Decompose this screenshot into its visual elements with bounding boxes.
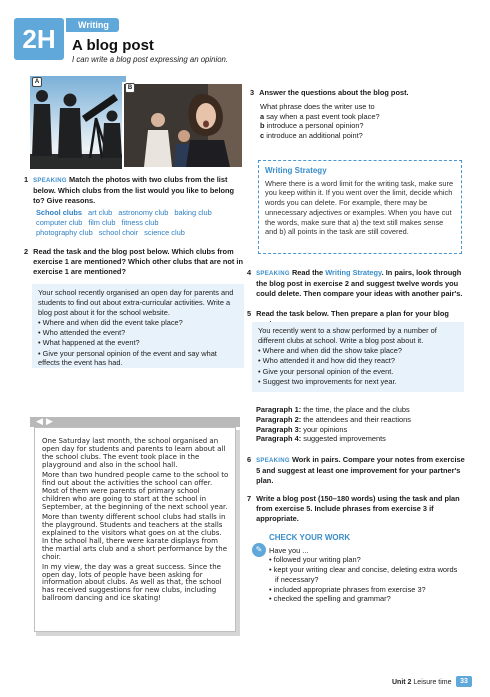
exercise-3 bbox=[250, 88, 465, 141]
club-item: astronomy club bbox=[118, 208, 169, 217]
photo-astronomy bbox=[30, 76, 126, 169]
telescope-silhouette-image bbox=[30, 76, 126, 169]
exercise-6 bbox=[247, 455, 465, 485]
page-title: A blog post bbox=[72, 37, 154, 54]
section-tag: Writing bbox=[66, 18, 119, 32]
pencil-icon: ✎ bbox=[252, 543, 266, 557]
task-bullet: • Where and when did the event take place? bbox=[38, 318, 238, 328]
page-number: 33 bbox=[456, 676, 472, 687]
blog-paragraph: One Saturday last month, the school organised an open day for students and parents to learn about all the school clubs. The event took place in the playground and also in the school hall. bbox=[42, 437, 226, 469]
option-letter: a bbox=[260, 111, 265, 121]
exercise-3-text: Answer the questions about the blog post. bbox=[259, 88, 409, 97]
exercise-7 bbox=[247, 494, 465, 523]
check-item: • kept your writing clear and concise, deleting extra words if necessary? bbox=[269, 565, 461, 585]
plan-label: Paragraph 2: bbox=[256, 414, 302, 424]
option-text: introduce a personal opinion? bbox=[266, 121, 364, 131]
club-list bbox=[36, 208, 241, 238]
page-subtitle: I can write a blog post expressing an opinion. bbox=[72, 55, 229, 64]
exercise-1 bbox=[24, 175, 244, 205]
plan-label: Paragraph 1: bbox=[256, 405, 302, 414]
check-item: • checked the spelling and grammar? bbox=[269, 594, 461, 604]
exercise-6-text: Work in pairs. Compare your notes from exercise 5 and suggest at least one improvement for your partner's plan. bbox=[256, 455, 465, 485]
page-footer bbox=[392, 678, 452, 687]
check-item: • followed your writing plan? bbox=[269, 555, 461, 565]
option-letter: b bbox=[260, 121, 265, 131]
exercise-6-number: 6 bbox=[247, 455, 252, 464]
exercise-3-number: 3 bbox=[250, 88, 255, 97]
exercise-4 bbox=[247, 268, 465, 298]
plan-label: Paragraph 4: bbox=[256, 434, 302, 444]
plan-text: the time, the place and the clubs bbox=[303, 405, 410, 414]
check-item: • included appropriate phrases from exercise 3? bbox=[269, 585, 461, 595]
blog-paragraph: More than twenty different school clubs had stalls in the playground. Students and teachers at the stalls explained to the visitors what goes on at the clubs. In the school hall, there were karate displays from the martial arts club and a short performance by the choir. bbox=[42, 512, 228, 561]
exercise-4-number: 4 bbox=[247, 268, 252, 277]
task-intro: Your school recently organised an open day for parents and students to find out about extra-curricular activities. Write a blog post about it for the school website. bbox=[38, 288, 234, 317]
speaking-tag: SPEAKING bbox=[256, 458, 290, 464]
photo-choir bbox=[122, 82, 244, 169]
plan-text: the attendees and their reactions bbox=[303, 414, 411, 424]
club-item: film club bbox=[88, 217, 116, 227]
blog-paragraph: In my view, the day was a great success. Since the open day, lots of people have been asking for information about clubs. As well as that, the school has received suggestions for new clubs, including ballroom dancing and ice skating! bbox=[42, 562, 222, 603]
task-bullet: • What happened at the event? bbox=[38, 338, 238, 348]
exercise-3-lead: What phrase does the writer use to bbox=[260, 101, 375, 111]
check-your-work-title: CHECK YOUR WORK bbox=[269, 533, 351, 542]
paragraph-plan bbox=[256, 405, 466, 444]
exercise-4-text: . In pairs, look through the blog post in exercise 2 and suggest twelve words you could delete. Then compare your ideas with another pair's. bbox=[256, 268, 463, 298]
exercise-4-pre: Read the bbox=[291, 268, 324, 277]
check-lead: Have you ... bbox=[269, 545, 309, 555]
writing-strategy-link: Writing Strategy bbox=[325, 268, 382, 277]
club-item: school choir bbox=[98, 227, 139, 237]
club-item: science club bbox=[144, 227, 185, 237]
plan-text: your opinions bbox=[303, 424, 348, 434]
task-box-ex5 bbox=[252, 322, 464, 392]
plan-text: suggested improvements bbox=[303, 434, 386, 444]
footer-unit: Unit 2 bbox=[392, 679, 412, 686]
option-text: say when a past event took place? bbox=[266, 111, 380, 121]
task-bullet: • Give your personal opinion of the event. bbox=[258, 367, 458, 377]
exercise-2 bbox=[24, 247, 244, 276]
task-bullet: • Who attended the event? bbox=[38, 328, 238, 338]
club-list-heading: School clubs bbox=[36, 208, 82, 217]
exercise-1-text: Match the photos with two clubs from the list below. Which clubs from the list would you like to belong to? Give reasons. bbox=[33, 175, 235, 205]
task-bullet: • Give your personal opinion of the event and say what effects the event has had. bbox=[38, 349, 238, 369]
browser-bar bbox=[30, 417, 240, 427]
footer-section: Leisure time bbox=[413, 679, 452, 686]
blog-post bbox=[34, 427, 236, 632]
speaking-tag: SPEAKING bbox=[33, 178, 67, 184]
back-arrow-icon: ◀ bbox=[36, 416, 43, 426]
speaking-tag: SPEAKING bbox=[256, 271, 290, 277]
unit-badge: 2H bbox=[14, 18, 64, 60]
photo-a-label: A bbox=[32, 77, 42, 87]
choir-image bbox=[124, 84, 242, 167]
club-item: art club bbox=[88, 208, 113, 217]
writing-strategy-text: Where there is a word limit for the writing task, make sure you keep within it. If you went over the limit, decide which words you can delete. For example, there may be unnecessary adjectives or examples. When you have cut the words, make sure that a) the text still makes sense and b) all points in the task are still covered. bbox=[265, 178, 454, 237]
option-text: introduce an additional point? bbox=[266, 131, 363, 141]
task-bullet: • Suggest two improvements for next year. bbox=[258, 377, 458, 387]
writing-strategy-box bbox=[258, 160, 462, 254]
exercise-1-number: 1 bbox=[24, 175, 29, 184]
exercise-5-number: 5 bbox=[247, 309, 252, 318]
plan-label: Paragraph 3: bbox=[256, 424, 302, 434]
check-your-work-box bbox=[255, 530, 465, 607]
task-intro: You recently went to a show performed by a number of different clubs at school. Write a blog post about it. bbox=[258, 326, 437, 345]
exercise-5-text: Read the task below. Then prepare a plan for your blog bbox=[256, 309, 449, 318]
writing-strategy-title: Writing Strategy bbox=[265, 166, 327, 175]
exercise-2-text: Read the task and the blog post below. Which clubs from exercise 1 are mentioned? Which other clubs that are not in exercise 1 are mentioned? bbox=[33, 247, 243, 276]
exercise-2-number: 2 bbox=[24, 247, 29, 256]
club-item: photography club bbox=[36, 227, 93, 237]
exercise-7-text: Write a blog post (150–180 words) using the task and plan from exercise 5. Include phrases from exercise 3 if appropriate. bbox=[256, 494, 460, 523]
forward-arrow-icon: ▶ bbox=[46, 416, 53, 426]
photo-b-label: B bbox=[125, 83, 135, 93]
club-item: fitness club bbox=[121, 217, 159, 227]
task-bullet: • Where and when did the show take place? bbox=[258, 346, 458, 356]
club-item: computer club bbox=[36, 217, 83, 227]
task-box-ex2 bbox=[32, 284, 244, 368]
club-item: baking club bbox=[174, 208, 212, 217]
task-bullet: • Who attended it and how did they react? bbox=[258, 356, 458, 366]
option-letter: c bbox=[260, 131, 265, 141]
exercise-7-number: 7 bbox=[247, 494, 252, 503]
blog-paragraph: More than two hundred people came to the school to find out about the activities the school can offer. Most of them were parents of primary school children who are going to start at the school in September, at the beginning of the next school year. bbox=[42, 470, 229, 511]
